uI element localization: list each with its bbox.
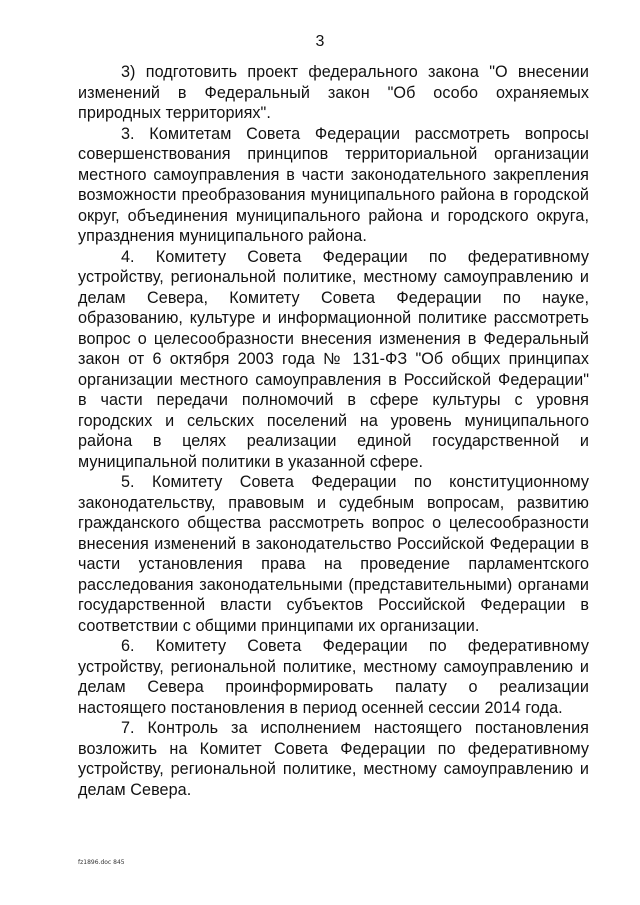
document-body [78,62,589,800]
file-reference-footer: fz1896.doc 845 [78,859,125,866]
paragraph-item-3-subpoint: 3) подготовить проект федерального закона "О внесении изменений в Федеральный закон "Об особо охраняемых природных территориях". [78,63,589,122]
paragraph-6: 6. Комитету Совета Федерации по федеративному устройству, региональной политике, местному самоуправлению и делам Севера проинформировать палату о реализации настоящего постановления в период осенней сессии 2014 года. [78,637,589,717]
paragraph-7: 7. Контроль за исполнением настоящего постановления возложить на Комитет Совета Федерации по федеративному устройству, региональной политике, местному самоуправлению и делам Севера. [78,719,589,799]
page-number: 3 [315,33,325,50]
paragraph-4: 4. Комитету Совета Федерации по федеративному устройству, региональной политике, местному самоуправлению и делам Севера, Комитету Совета Федерации по науке, образованию, культуре и информационной политике рассмотреть вопрос о целесообразности внесения изменения в Федеральный закон от 6 октября 2003 года № 131-ФЗ "Об общих принципах организации местного самоуправления в Российской Федерации" в части передачи полномочий в сфере культуры с уровня городских и сельских поселений на уровень муниципального района в целях реализации единой государственной и муниципальной политики в указанной сфере. [78,247,589,471]
paragraph-5: 5. Комитету Совета Федерации по конституционному законодательству, правовым и судебным вопросам, развитию гражданского общества рассмотреть вопрос о целесообразности внесения изменений в законодательство Российской Федерации в части установления права на проведение парламентского расследования законодательными (представительными) органами государственной власти субъектов Российской Федерации в соответствии с общими принципами их организации. [78,473,589,635]
paragraph-3: 3. Комитетам Совета Федерации рассмотреть вопросы совершенствования принципов территориальной организации местного самоуправления в части законодательного закрепления возможности преобразования муниципального района в городской округ, объединения муниципального района и городского округа, упразднения муниципального района. [78,124,589,245]
